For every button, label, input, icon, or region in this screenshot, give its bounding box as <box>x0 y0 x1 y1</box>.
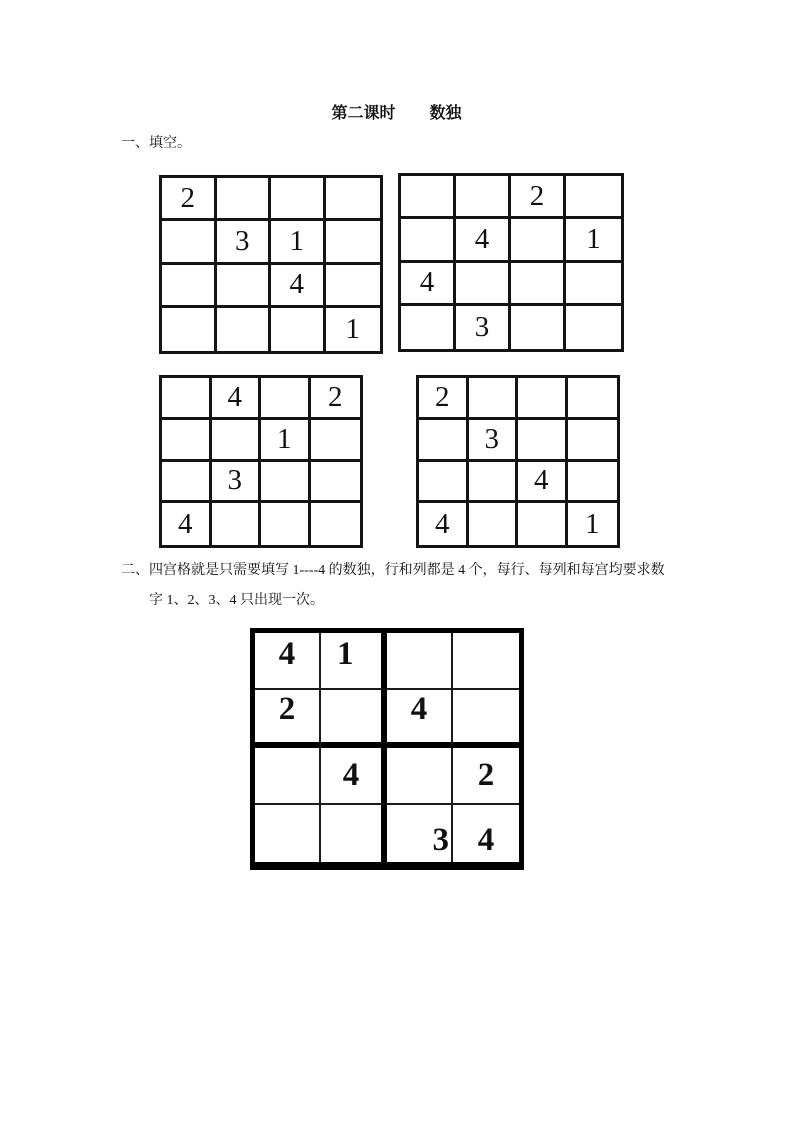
sudoku-cell <box>261 503 311 545</box>
sudoku-grid-4 <box>416 375 620 548</box>
sudoku-cell: 2 <box>311 378 361 420</box>
sudoku-cell <box>311 420 361 462</box>
sudoku-cell: 3 <box>469 420 519 462</box>
sudoku-cell <box>255 805 321 862</box>
sudoku-cell: 4 <box>255 633 321 690</box>
sudoku-cell <box>212 503 262 545</box>
sudoku-cell <box>321 690 387 747</box>
sudoku-cell <box>566 306 621 349</box>
sudoku-cell: 3 <box>456 306 511 349</box>
sudoku-cell <box>469 462 519 504</box>
sudoku-cell <box>255 748 321 805</box>
sudoku-cell <box>469 503 519 545</box>
sudoku-cell <box>456 263 511 306</box>
sudoku-cell <box>419 462 469 504</box>
sudoku-cell <box>162 378 212 420</box>
sudoku-cell <box>469 378 519 420</box>
sudoku-cell: 2 <box>511 176 566 219</box>
sudoku-cell <box>321 805 387 862</box>
sudoku-cell <box>566 263 621 306</box>
sudoku-cell: 4 <box>162 503 212 545</box>
sudoku-cell <box>261 378 311 420</box>
page-title <box>0 100 793 123</box>
sudoku-cell: 4 <box>456 219 511 262</box>
sudoku-cell <box>511 306 566 349</box>
sudoku-cell: 3 <box>217 221 272 264</box>
sudoku-cell: 1 <box>261 420 311 462</box>
sudoku-cell <box>518 378 568 420</box>
sudoku-cell <box>217 265 272 308</box>
sudoku-cell <box>162 462 212 504</box>
sudoku-cell <box>326 178 381 221</box>
sudoku-grid-1 <box>159 175 383 354</box>
sudoku-cell <box>162 308 217 351</box>
sudoku-cell <box>518 420 568 462</box>
sudoku-cell: 2 <box>255 690 321 747</box>
sudoku-cell <box>162 265 217 308</box>
sudoku-grid-3 <box>159 375 363 548</box>
sudoku-cell: 4 <box>321 748 387 805</box>
sudoku-cell <box>217 178 272 221</box>
sudoku-cell <box>511 263 566 306</box>
sudoku-cell <box>271 178 326 221</box>
sudoku-cell <box>217 308 272 351</box>
sudoku-cell: 1 <box>271 221 326 264</box>
section-two-line1: 二、四宫格就是只需要填写 1----4 的数独，行和列都是 4 个，每行、每列和每宫均要求数 <box>121 563 665 578</box>
sudoku-cell <box>453 633 519 690</box>
sudoku-cell: 1 <box>345 312 360 345</box>
sudoku-cell <box>387 633 453 690</box>
sudoku-cell: 1 <box>585 507 600 540</box>
sudoku-cell: 1 <box>321 633 387 690</box>
sudoku-cell: 4 <box>477 822 495 858</box>
sudoku-cell: 2 <box>453 748 519 805</box>
sudoku-cell: 1 <box>566 219 621 262</box>
sudoku-cell <box>162 221 217 264</box>
section-two-text <box>121 556 665 616</box>
sudoku-cell: 4 <box>271 265 326 308</box>
sudoku-cell <box>271 308 326 351</box>
sudoku-cell <box>261 462 311 504</box>
sudoku-cell <box>401 176 456 219</box>
sudoku-cell <box>568 462 618 504</box>
sudoku-cell <box>387 748 453 805</box>
sudoku-cell <box>511 219 566 262</box>
sudoku-cell <box>311 503 361 545</box>
sudoku-cell: 2 <box>419 378 469 420</box>
sudoku-cell: 4 <box>212 378 262 420</box>
sudoku-cell: 3 <box>387 805 453 862</box>
sudoku-cell <box>326 265 381 308</box>
sudoku-cell <box>419 420 469 462</box>
sudoku-cell <box>162 420 212 462</box>
sudoku-grid-main <box>250 628 524 870</box>
sudoku-cell <box>453 690 519 747</box>
title-course: 第二课时 <box>331 105 396 122</box>
section-two-line2: 字 1、2、3、4 只出现一次。 <box>149 593 324 608</box>
sudoku-cell: 4 <box>518 462 568 504</box>
sudoku-cell <box>401 306 456 349</box>
sudoku-cell <box>456 176 511 219</box>
sudoku-cell: 4 <box>419 503 469 545</box>
section-one-heading: 一、填空。 <box>121 136 191 151</box>
sudoku-grid-2 <box>398 173 624 352</box>
sudoku-cell: 2 <box>162 178 217 221</box>
sudoku-cell: 4 <box>387 690 453 747</box>
sudoku-cell: 4 <box>401 263 456 306</box>
sudoku-cell <box>212 420 262 462</box>
sudoku-cell <box>566 176 621 219</box>
sudoku-cell <box>401 219 456 262</box>
sudoku-cell <box>326 221 381 264</box>
sudoku-cell: 3 <box>212 462 262 504</box>
sudoku-cell <box>518 503 568 545</box>
title-topic: 数独 <box>429 105 462 122</box>
sudoku-cell <box>311 462 361 504</box>
sudoku-cell <box>568 378 618 420</box>
sudoku-cell <box>568 420 618 462</box>
